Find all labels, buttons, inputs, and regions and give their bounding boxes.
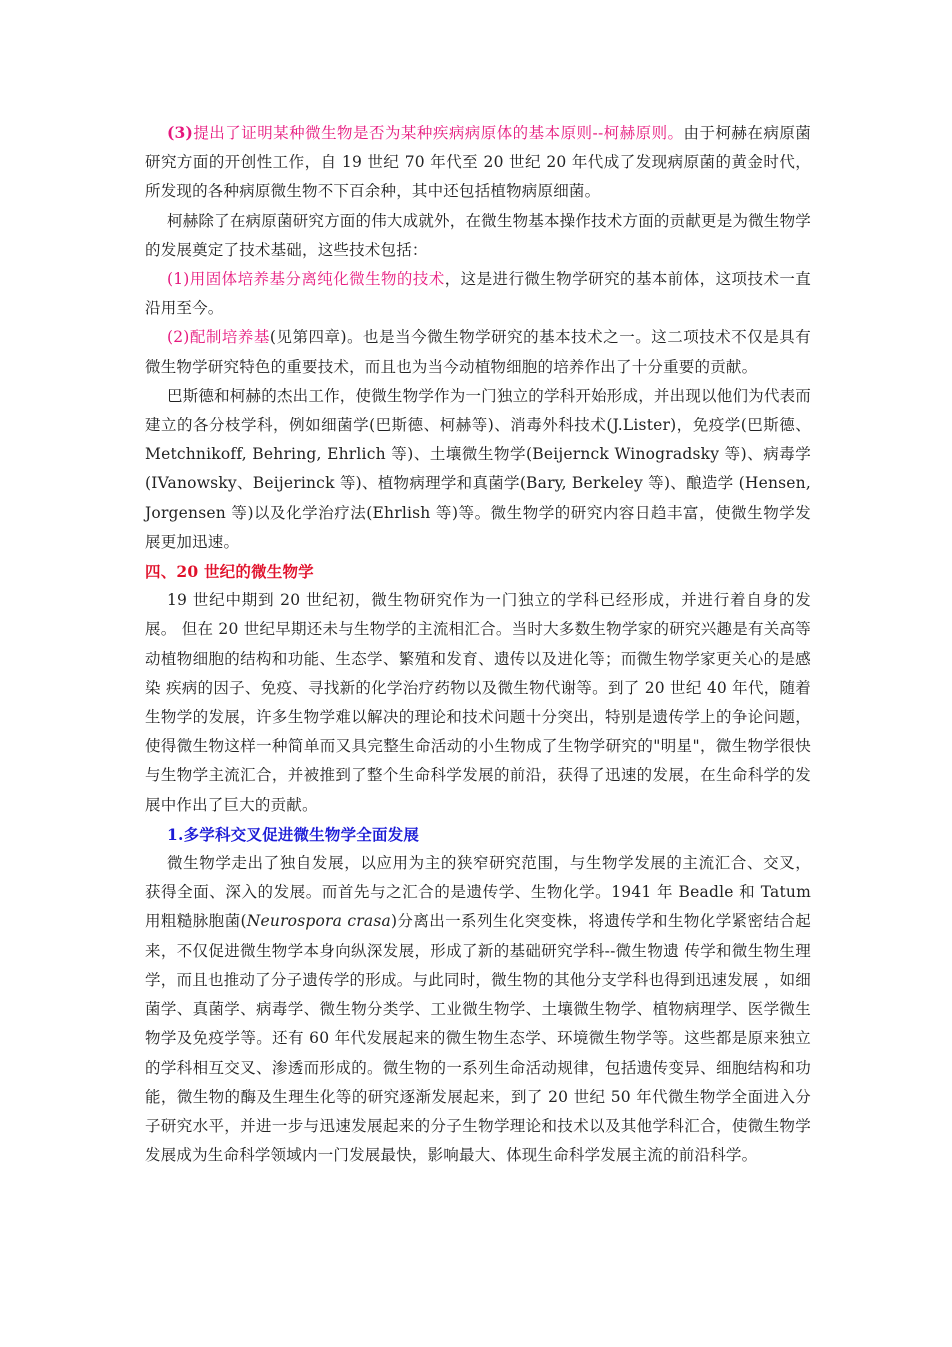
paragraph-20th-century: 19 世纪中期到 20 世纪初，微生物研究作为一门独立的学科已经形成，并进行着自身的发展。 但在 20 世纪早期还未与生物学的主流相汇合。当时大多数生物学家的研究兴趣是有关高等动植物细胞的结构和功能、生态学、繁殖和发育、遗传以及进化等；而微生物学家更关心的是感染 疾病的因子、免疫、寻找新的化学治疗药物以及微生物代谢等。到了 20 世纪 40 年代，随着生物学的发展，许多生物学难以解决的理论和技术问题十分突出，特别是遗传学上的争论问题，使得微生物这样一种简单而又具完整生命活动的小生物成了生物学研究的"明星"，微生物学很快与生物学主流汇合，并被推到了整个生命科学发展的前沿，获得了迅速的发展，在生命科学的发展中作出了巨大的贡献。 — [145, 591, 811, 814]
paragraph-branch-disciplines: 巴斯德和柯赫的杰出工作，使微生物学作为一门独立的学科开始形成，并出现以他们为代表而建立的各分枝学科，例如细菌学(巴斯德、柯赫等)、消毒外科技术(J.Lister)，免疫学(巴斯德、Metchnikoff, Behring, Ehrlich 等)、土壤微生物学(Beijernck Winogradsky 等)、病毒学(IVanowsky、Beijerinck 等)、植物病理学和真菌学(Bary, Berkeley 等)、酿造学 (Hensen, Jorgensen 等)以及化学治疗法(Ehrlish 等)等。微生物学的研究内容日趋丰富，使微生物学发展更加迅速。 — [145, 386, 811, 551]
highlight-text: (2)配制培养基 — [167, 328, 270, 347]
species-name: Neurospora crasa — [246, 912, 391, 931]
body-text: 由于柯赫在病原菌研究方面的开创性工作，自 19 世纪 70 年代至 20 世纪 20 年代成了发现病原菌的黄金时代，所发现的各种病原微生物不下百余种，其中还包括植物病原细菌。 — [145, 124, 811, 201]
item-number: (3) — [167, 123, 194, 142]
body-text: 微生物学走出了独自发展，以应用为主的狭窄研究范围，与生物学发展的主流汇合、交叉， 获得全面、深入的发展。而首先与之汇合的是遗传学、生物化学。1941 年 Beadle 和 Tatum 用粗糙脉胞菌( — [145, 854, 811, 931]
section-heading-20th-century: 四、20 世纪的微生物学 — [145, 562, 314, 582]
highlight-text: (1)用固体培养基分离纯化微生物的技术 — [167, 270, 445, 289]
paragraph-koch-techniques: 柯赫除了在病原菌研究方面的伟大成就外，在微生物基本操作技术方面的贡献更是为微生物学的发展奠定了技术基础，这些技术包括： — [145, 211, 811, 259]
subsection-heading-interdisciplinary: 1.多学科交叉促进微生物学全面发展 — [167, 824, 420, 844]
paragraph-interdisciplinary — [145, 849, 811, 1170]
body-text: ，这是进行微生物学研究的基本前体，这项技术一直沿用至今。 — [145, 270, 811, 318]
paragraph-koch-postulates — [145, 118, 811, 207]
body-text: (见第四章)。也是当今微生物学研究的基本技术之一。这二项技术不仅是具有微生物学研究特色的重要技术，而且也为当今动植物细胞的培养作出了十分重要的贡献。 — [145, 328, 811, 376]
document-page — [145, 118, 811, 1170]
paragraph-technique-1 — [145, 265, 811, 323]
highlight-text: 提出了证明某种微生物是否为某种疾病病原体的基本原则--柯赫原则。 — [193, 124, 684, 142]
body-text: )分离出一系列生化突变株，将遗传学和生物化学紧密结合起来，不仅促进微生物学本身向纵深发展，形成了新的基础研究学科--微生物遗 传学和微生物生理学，而且也推动了分子遗传学的形成。与此同时，微生物的其他分支学科也得到迅速发展 ，如细菌学、真菌学、病毒学、微生物分类学、工业微生物学、土壤微生物学、植物病理学、医学微生物学及免疫学等。还有 60 年代发展起来的微生物生态学、环境微生物学等。这些都是原来独立的学科相互交叉、渗透而形成的。微生物的一系列生命活动规律，包括遗传变异、细胞结构和功能，微生物的酶及生理生化等的研究逐渐发展起来，到了 20 世纪 50 年代微生物学全面进入分子研究水平，并进一步与迅速发展起来的分子生物学理论和技术以及其他学科汇合，使微生物学发展成为生命科学领域内一门发展最快，影响最大、体现生命科学发展主流的前沿科学。 — [145, 912, 811, 1165]
paragraph-technique-2 — [145, 323, 811, 381]
